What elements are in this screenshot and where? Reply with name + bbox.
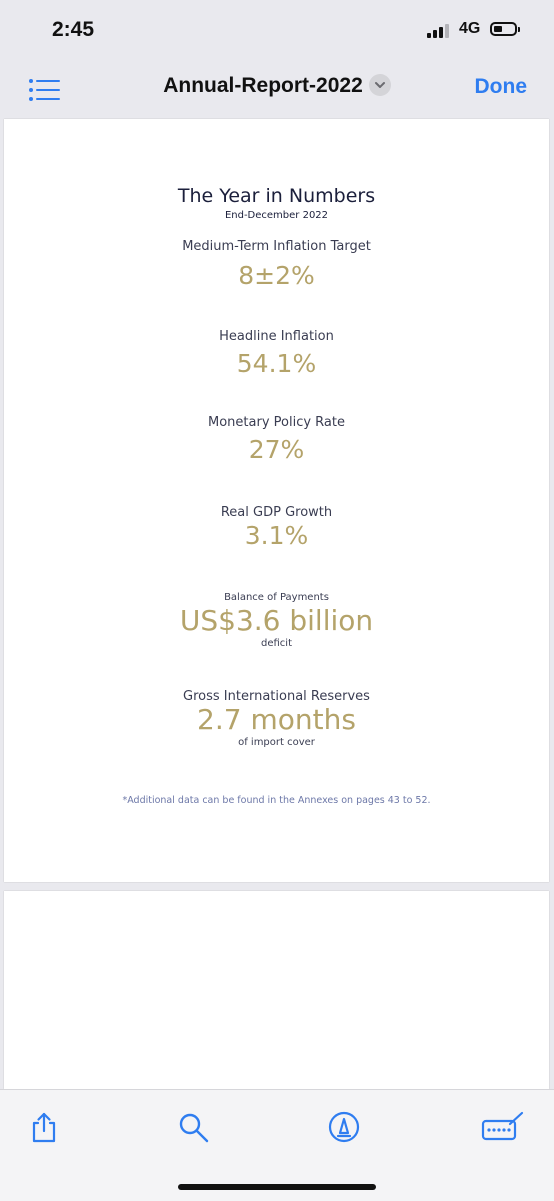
cellular-signal-icon xyxy=(427,24,449,38)
keyboard-edit-icon[interactable] xyxy=(480,1110,524,1144)
status-time: 2:45 xyxy=(52,18,95,41)
page-heading: The Year in Numbers xyxy=(177,185,376,207)
stat-value: 27% xyxy=(248,435,305,464)
footnote: *Additional data can be found in the Annexes on pages 43 to 52. xyxy=(122,795,431,806)
network-type: 4G xyxy=(459,20,481,37)
document-page xyxy=(4,119,549,882)
stat-label: Medium-Term Inflation Target xyxy=(182,239,371,254)
stat-note: of import cover xyxy=(238,737,315,748)
stat-value: 2.7 months xyxy=(197,703,356,736)
stat-note: deficit xyxy=(261,638,292,649)
stat-value: 3.1% xyxy=(244,521,309,550)
done-button[interactable]: Done xyxy=(474,75,527,98)
stat-label: Real GDP Growth xyxy=(220,505,333,520)
home-indicator xyxy=(178,1184,376,1190)
battery-icon xyxy=(490,22,517,36)
stat-value: US$3.6 billion xyxy=(179,604,374,637)
stat-value: 54.1% xyxy=(236,349,317,378)
document-page-next xyxy=(4,891,549,1089)
stat-value: 8±2% xyxy=(238,261,315,290)
chevron-down-icon[interactable] xyxy=(369,74,391,96)
search-icon[interactable] xyxy=(176,1110,210,1144)
share-icon[interactable] xyxy=(27,1110,61,1144)
stat-label: Headline Inflation xyxy=(219,329,334,344)
document-title: Annual-Report-2022 xyxy=(163,74,363,97)
navigation-bar xyxy=(0,62,554,116)
stat-label: Monetary Policy Rate xyxy=(208,415,345,430)
page-subheading: End-December 2022 xyxy=(224,210,329,221)
document-title-menu[interactable] xyxy=(0,74,554,98)
markup-icon[interactable] xyxy=(327,1110,361,1144)
stat-label: Gross International Reserves xyxy=(183,689,370,704)
stat-label: Balance of Payments xyxy=(224,592,329,603)
status-bar xyxy=(0,0,554,62)
